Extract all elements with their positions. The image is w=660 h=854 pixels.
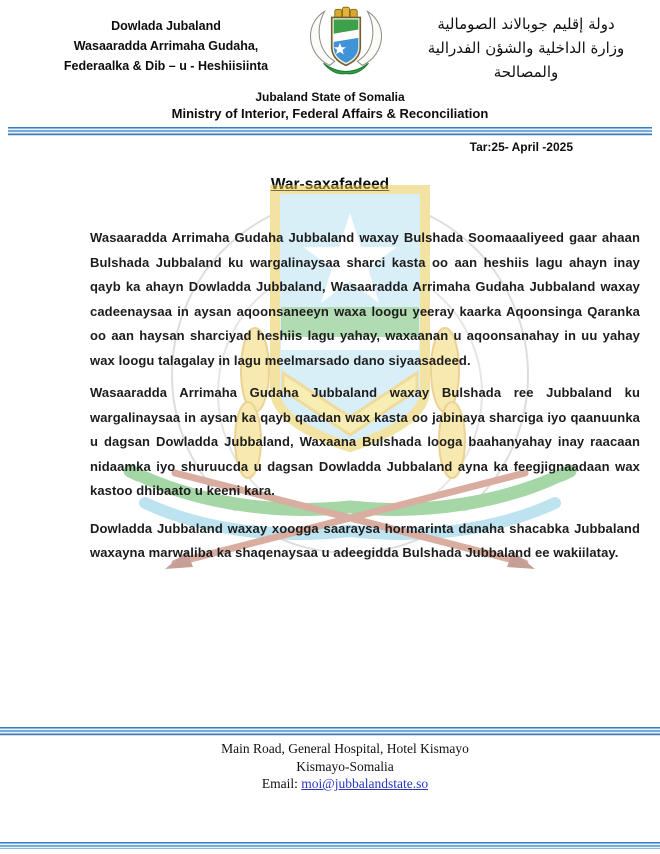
footer-email-line (30, 775, 660, 793)
arabic-line2: وزارة الداخلية والشؤن الفدرالية (427, 39, 625, 57)
body-paragraph-3: Dowladda Jubbaland waxay xoogga saaraysa hormarinta danaha shacabka Jubbaland waxayna marwaliba ka shaqenaysaa u adeegidda Bulshada Jubbaland ee wakiilatay. (90, 520, 640, 560)
email-label: Email: (261, 776, 302, 791)
jubaland-emblem-icon (295, 5, 397, 89)
press-release-body (90, 226, 640, 566)
header-divider (8, 127, 652, 136)
body-paragraph-2: Wasaaradda Arrimaha Gudaha Jubbaland waxay Bulshada ree Jubbaland ku wargalinaysaa in aysan ka qayb qaadan wax kasta oo jabinaya sharciga iyo qaanuunka u dagsan Dowladda Jubbaland, Waxaana Bulshada looga baahanyahay inay raacaan nidaamka iyo shuruucda u dagsan Dowladda Jubbaland ayna ka feegjignaadaan wax kastoo dhibaato u keeni kara. (90, 385, 640, 498)
ministry-name-arabic (398, 12, 654, 84)
ministry-name-line2: Wasaaradda Arrimaha Gudaha, (73, 39, 259, 53)
bottom-divider (0, 842, 660, 849)
ministry-name-line1: Dowlada Jubaland (111, 19, 221, 33)
email-link[interactable]: moi@jubbalandstate.so (301, 776, 429, 791)
ministry-name-line3: Federaalka & Dib – u - Heshiisiinta (63, 59, 269, 73)
body-paragraph-1: Wasaaradda Arrimaha Gudaha Jubbaland waxay Bulshada Soomaaaliyeed gaar ahaan Bulshada Jubbaland ku wargalinaysaa sharci kasta oo aan heshiis lagu ahayn inay qayb ka ahayn Dowladda Jubbaland, Wasaaradda Arrimaha Gudaha Jubbaland waxay cadeenaysaa in aysan aqoonsaneeyn waxa loogu yeeray kaarka Aqoonsinga Qaranka oo aan haysan sharciyad heshiis lagu yahay, waxaanan u aqoonsanahay in uu yahay wax loogu talagalay in lagu meelmarsado dano siyaasadeed. (90, 230, 640, 368)
arabic-line1: دولة إقليم جوبالاند الصومالية (437, 15, 615, 33)
ministry-name-somali (42, 16, 290, 76)
footer-divider (0, 727, 660, 736)
date-line: Tar:25- April -2025 (469, 140, 573, 154)
footer-address-line2: Kismayo-Somalia (296, 758, 394, 774)
footer-contact (30, 740, 660, 793)
footer-address-line1: Main Road, General Hospital, Hotel Kismayo (221, 741, 469, 756)
state-name: Jubaland State of Somalia (255, 90, 405, 104)
ministry-name-english: Ministry of Interior, Federal Affairs & Reconciliation (171, 106, 489, 121)
arabic-line3: والمصالحة (493, 63, 559, 81)
